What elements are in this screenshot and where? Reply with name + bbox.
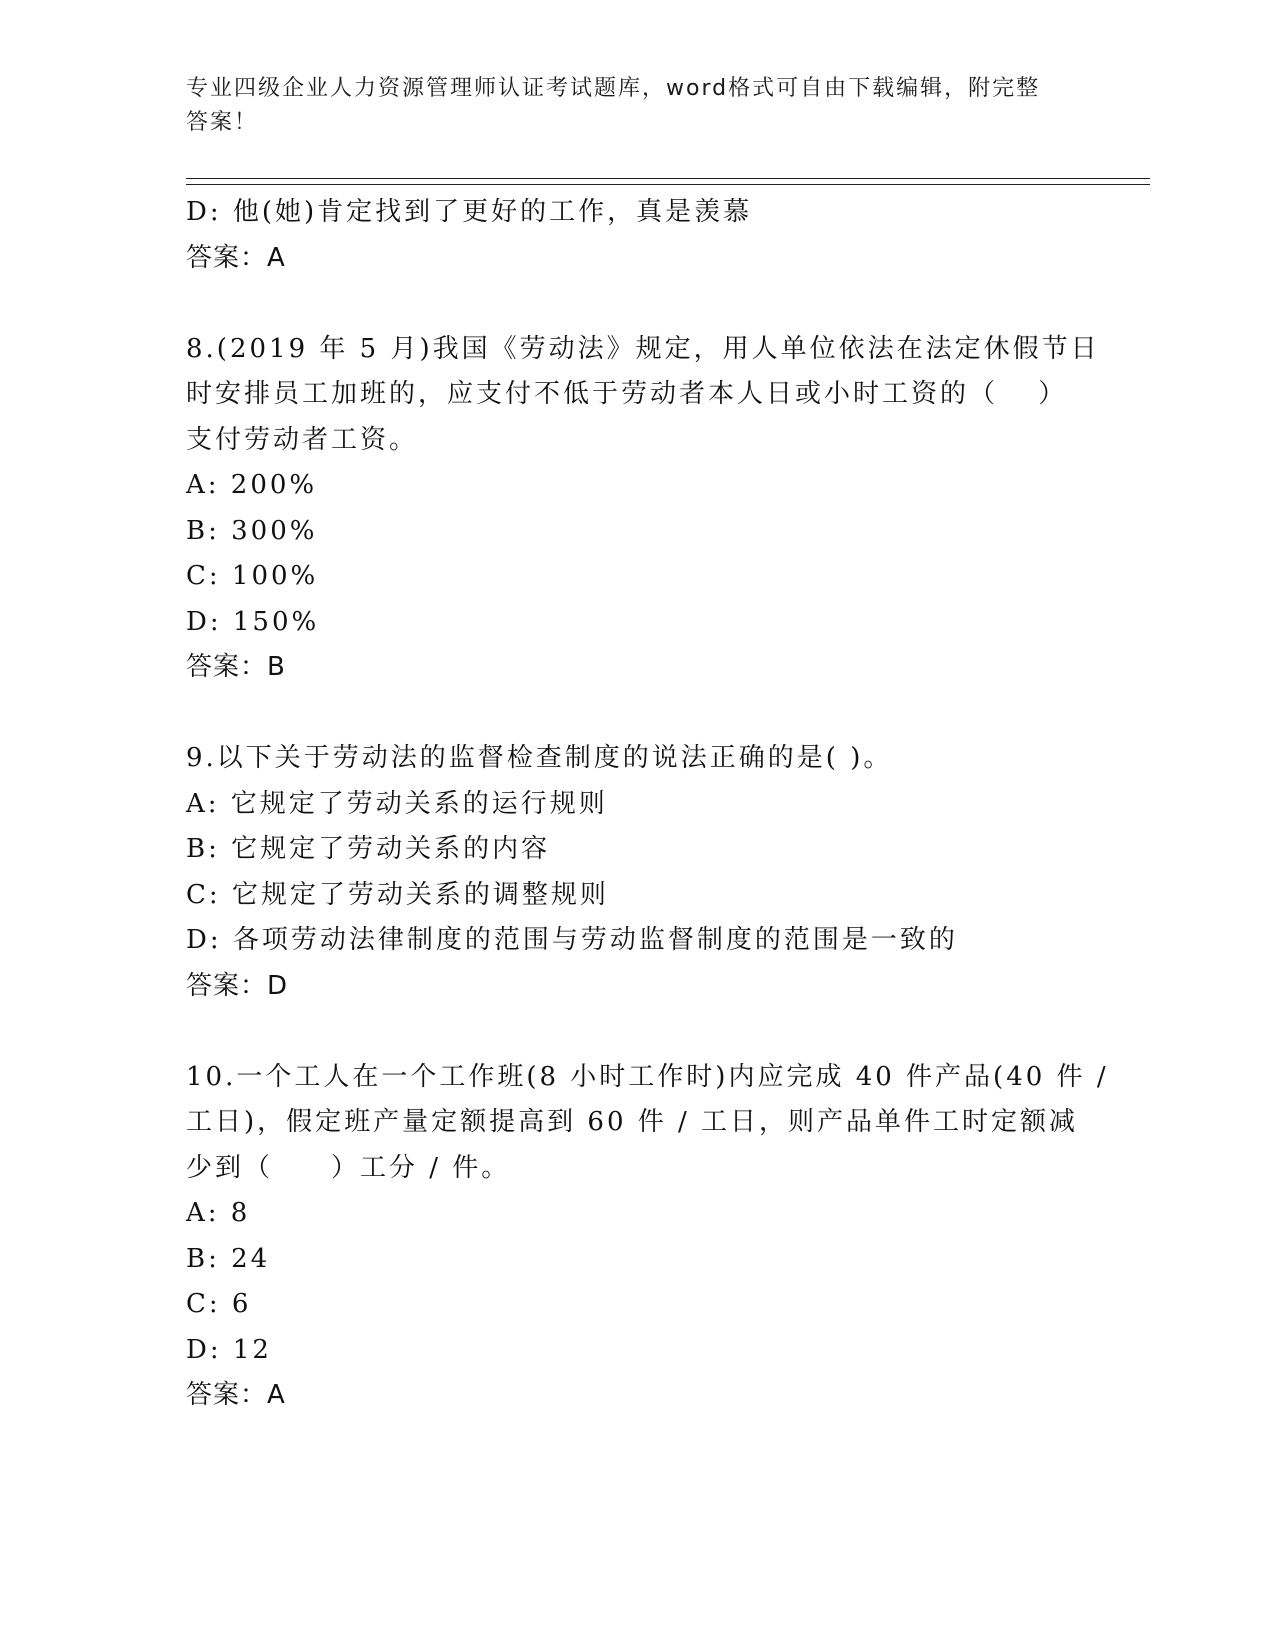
question-7 (186, 190, 1066, 281)
spacer (186, 281, 1066, 327)
q9-option-a: A: 它规定了劳动关系的运行规则 (186, 788, 608, 819)
q8-stem-line-1: 8.(2019 年 5 月)我国《劳动法》规定，用人单位依法在法定休假节日 (186, 333, 1100, 364)
q9-option-c: C: 它规定了劳动关系的调整规则 (186, 879, 609, 910)
q10-option-c: C: 6 (186, 1289, 252, 1319)
q9-option-b: B: 它规定了劳动关系的内容 (186, 834, 551, 864)
q8-stem-line-3: 支付劳动者工资。 (186, 424, 419, 455)
q7-option-d: D: 他(她)肯定找到了更好的工作，真是羡慕 (186, 197, 753, 227)
page-header (186, 72, 1066, 140)
q8-answer: 答案：B (186, 652, 286, 682)
q10-option-b: B: 24 (186, 1243, 271, 1274)
q8-option-c: C: 100% (186, 561, 319, 591)
q10-answer: 答案：A (186, 1380, 286, 1410)
q8-option-b: B: 300% (186, 515, 318, 546)
q10-stem-line-2: 工日)，假定班产量定额提高到 60 件 / 工日，则产品单件工时定额减 (186, 1107, 1079, 1137)
header-divider-top (186, 178, 1150, 179)
q10-option-d: D: 12 (186, 1334, 272, 1365)
question-9 (186, 736, 1066, 1009)
q8-stem-line-2: 时安排员工加班的，应支付不低于劳动者本人日或小时工资的（ ） (186, 379, 1068, 409)
header-line-2: 答案！ (186, 110, 259, 135)
q8-option-d: D: 150% (186, 606, 320, 637)
question-10 (186, 1055, 1109, 1419)
q9-stem-line-1: 9.以下关于劳动法的监督检查制度的说法正确的是( )。 (186, 743, 893, 773)
spacer (186, 691, 1066, 737)
spacer (186, 1009, 1066, 1055)
q8-option-a: A: 200% (186, 470, 318, 500)
question-content (186, 190, 1109, 1419)
header-divider-bottom (186, 184, 1150, 185)
q9-answer: 答案：D (186, 970, 289, 1001)
q7-answer: 答案：A (186, 242, 286, 273)
header-line-1: 专业四级企业人力资源管理师认证考试题库，word格式可自由下载编辑，附完整 (186, 76, 1041, 101)
q10-option-a: A: 8 (186, 1198, 251, 1228)
q10-stem-line-3: 少到（ ）工分 / 件。 (186, 1152, 511, 1183)
q10-stem-line-1: 10.一个工人在一个工作班(8 小时工作时)内应完成 40 件产品(40 件 / (186, 1061, 1109, 1092)
q9-option-d: D: 各项劳动法律制度的范围与劳动监督制度的范围是一致的 (186, 925, 958, 955)
question-8 (186, 327, 1100, 691)
